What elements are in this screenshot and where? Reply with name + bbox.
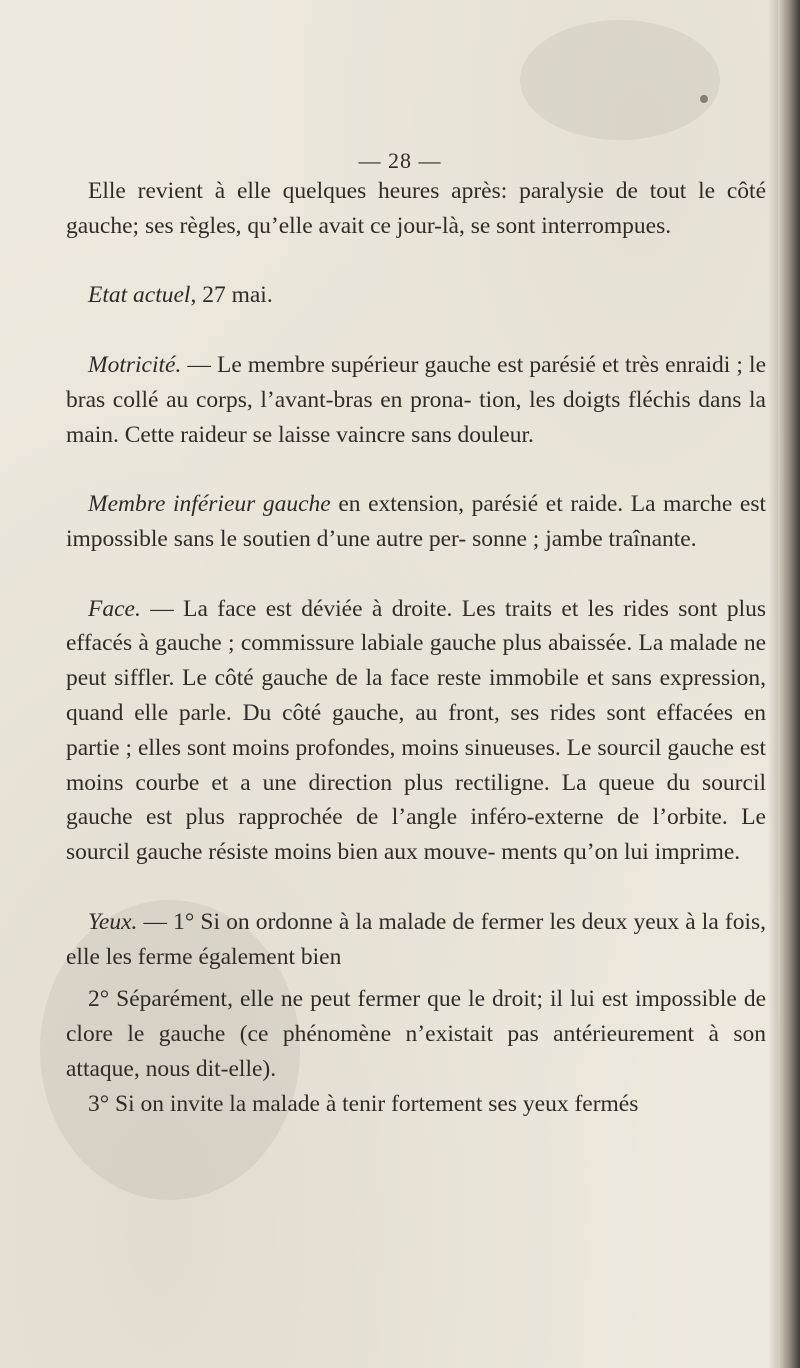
page-number: — 28 — bbox=[358, 148, 442, 173]
paragraph-yeux bbox=[66, 905, 766, 975]
paragraph-yeux-2 bbox=[66, 982, 766, 1086]
binding-shadow bbox=[768, 0, 778, 1368]
page-edge bbox=[778, 0, 800, 1368]
paragraph-onset bbox=[66, 174, 766, 244]
paper-stain bbox=[520, 20, 720, 140]
paragraph-text: 3° Si on invite la malade à tenir fortement ses yeux fermés bbox=[88, 1090, 639, 1117]
paragraph-etat-actuel bbox=[66, 278, 766, 313]
paragraph-lead: Yeux. bbox=[88, 908, 138, 935]
paragraph-lead: Membre inférieur gauche bbox=[88, 491, 331, 518]
paragraph-lead: Motricité. bbox=[88, 351, 182, 378]
paragraph-text: — Le membre supérieur gauche est parésié et très enraidi ; le bras collé au corps, l’avant-bras en prona- tion, les doigts fléchis dans la main. Cette raideur se laisse vaincre sans douleur. bbox=[66, 351, 766, 448]
paragraph-text: , 27 mai. bbox=[190, 282, 273, 309]
body-text bbox=[66, 174, 766, 1122]
paragraph-text: — La face est déviée à droite. Les traits et les rides sont plus effacés à gauche ; commissure labiale gauche plus abaissée. La malade ne peut siffler. Le côté gauche de la face reste immobile et sans expression, quand elle parle. Du côté gauche, au front, ses rides sont effacées en partie ; elles sont moins profondes, moins sinueuses. Le sourcil gauche est moins courbe et a une direction plus rectiligne. La queue du sourcil gauche est plus rapprochée de l’angle inféro-externe de l’orbite. Le sourcil gauche résiste moins bien aux mouve- ments qu’on lui imprime. bbox=[66, 595, 766, 866]
paragraph-text: 2° Séparément, elle ne peut fermer que le droit; il lui est impossible de clore le gauche (ce phénomène n’existait pas antérieurement à son attaque, nous dit-elle). bbox=[66, 986, 766, 1082]
paragraph-membre-inferieur bbox=[66, 487, 766, 557]
paragraph-yeux-3 bbox=[66, 1087, 766, 1122]
paragraph-lead: Etat actuel bbox=[88, 282, 191, 309]
paragraph-text: — 1° Si on ordonne à la malade de fermer les deux yeux à la fois, elle les ferme également bien bbox=[66, 908, 766, 970]
paragraph-text: Elle revient à elle quelques heures après: paralysie de tout le côté gauche; ses règles, qu’elle avait ce jour-là, se sont interrompues. bbox=[66, 178, 766, 239]
paragraph-text: en extension, parésié et raide. La marche est impossible sans le soutien d’une autre per- sonne ; jambe traînante. bbox=[66, 491, 767, 552]
paragraph-lead: Face. bbox=[88, 595, 141, 622]
paragraph-face bbox=[66, 592, 766, 870]
paragraph-motricite bbox=[66, 348, 766, 452]
